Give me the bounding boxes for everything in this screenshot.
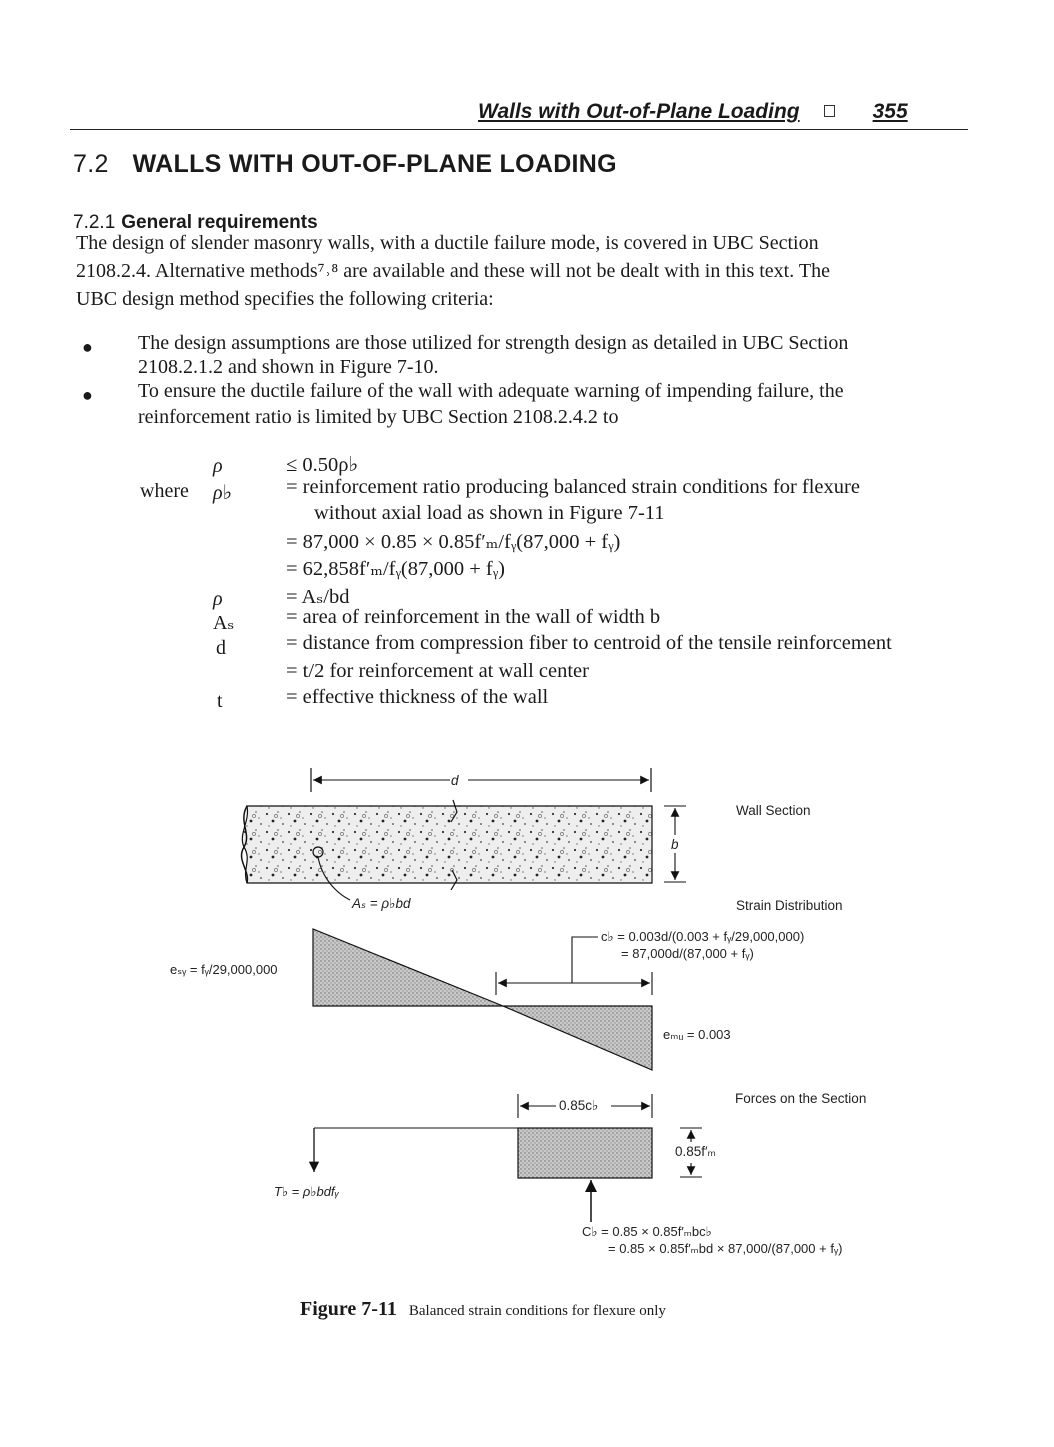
section-title-text: WALLS WITH OUT-OF-PLANE LOADING xyxy=(132,150,617,178)
emu-label: eₘᵤ = 0.003 xyxy=(663,1027,731,1042)
definition-text: = distance from compression fiber to centroid of the tensile reinforcement xyxy=(286,632,892,654)
cb-label: c♭ = 0.003d/(0.003 + fᵧ/29,000,000) xyxy=(601,929,805,944)
cb-force-label-line2: = 0.85 × 0.85f′ₘbd × 87,000/(87,000 + fᵧ) xyxy=(608,1241,843,1256)
bullet-icon: ● xyxy=(82,337,93,357)
cb-force-label: C♭ = 0.85 × 0.85f′ₘbc♭ xyxy=(582,1224,712,1239)
definition-text: = 87,000 × 0.85 × 0.85f′ₘ/fᵧ(87,000 + fᵧ) xyxy=(286,531,621,553)
forces-section xyxy=(314,1094,702,1222)
strain-distribution-label: Strain Distribution xyxy=(736,898,843,913)
definition-text: = reinforcement ratio producing balanced strain conditions for flexure xyxy=(286,476,860,498)
definition-symbol: d xyxy=(216,637,226,659)
cb-label-line2: = 87,000d/(87,000 + fᵧ) xyxy=(621,946,754,961)
figure-caption xyxy=(300,1298,666,1321)
dim-b-label: b xyxy=(671,837,679,852)
subsection-title-text: General requirements xyxy=(121,212,318,233)
esy-label: eₛᵧ = fᵧ/29,000,000 xyxy=(170,962,278,977)
bullet-line: reinforcement ratio is limited by UBC Section 2108.2.4.2 to xyxy=(138,406,619,428)
definition-text: = t/2 for reinforcement at wall center xyxy=(286,660,589,682)
definition-text: = Aₛ/bd xyxy=(286,586,350,608)
dim-d-label: d xyxy=(451,773,459,788)
figure-caption-text: Balanced strain conditions for flexure only xyxy=(408,1303,666,1319)
tb-label: T♭ = ρ♭bdfᵧ xyxy=(274,1184,340,1199)
running-title: Walls with Out-of-Plane Loading xyxy=(478,100,800,123)
085fm-label: 0.85f′ₘ xyxy=(675,1144,716,1159)
intro-line: 2108.2.4. Alternative methods⁷˒⁸ are available and these will not be dealt with in this text. The xyxy=(76,260,830,282)
wall-section-label: Wall Section xyxy=(736,803,811,818)
bullet-icon: ● xyxy=(82,385,93,405)
definition-symbol: Aₛ xyxy=(213,612,235,634)
definition-text: ≤ 0.50ρ♭ xyxy=(286,454,359,476)
wall-section xyxy=(241,800,652,900)
definition-symbol: ρ♭ xyxy=(213,482,233,504)
intro-line: UBC design method specifies the following criteria: xyxy=(76,288,494,310)
where-label: where xyxy=(140,480,189,502)
definition-text: = area of reinforcement in the wall of width b xyxy=(286,606,661,628)
subsection-number: 7.2.1 xyxy=(73,212,116,233)
forces-label: Forces on the Section xyxy=(735,1091,867,1106)
definition-symbol: ρ xyxy=(213,455,223,477)
section-number: 7.2 xyxy=(73,150,109,178)
bullet-line: The design assumptions are those utilized for strength design as detailed in UBC Section xyxy=(138,332,849,354)
bullet-line: 2108.2.1.2 and shown in Figure 7-10. xyxy=(138,356,439,378)
intro-line: The design of slender masonry walls, with a ductile failure mode, is covered in UBC Section xyxy=(76,232,819,254)
bullet-line: To ensure the ductile failure of the wall with adequate warning of impending failure, the xyxy=(138,380,844,402)
dimension-d xyxy=(311,768,651,792)
figure-number: Figure 7-11 xyxy=(300,1298,397,1320)
085cb-label: 0.85c♭ xyxy=(559,1098,599,1113)
definition-symbol: t xyxy=(217,690,223,712)
as-label: Aₛ = ρ♭bd xyxy=(352,896,411,911)
page-number: 355 xyxy=(872,100,908,123)
strain-distribution xyxy=(313,929,652,1070)
definition-text: without axial load as shown in Figure 7-11 xyxy=(314,502,665,524)
definition-symbol: ρ xyxy=(213,588,223,610)
definition-text: = 62,858f′ₘ/fᵧ(87,000 + fᵧ) xyxy=(286,558,506,580)
definition-text: = effective thickness of the wall xyxy=(286,686,549,708)
